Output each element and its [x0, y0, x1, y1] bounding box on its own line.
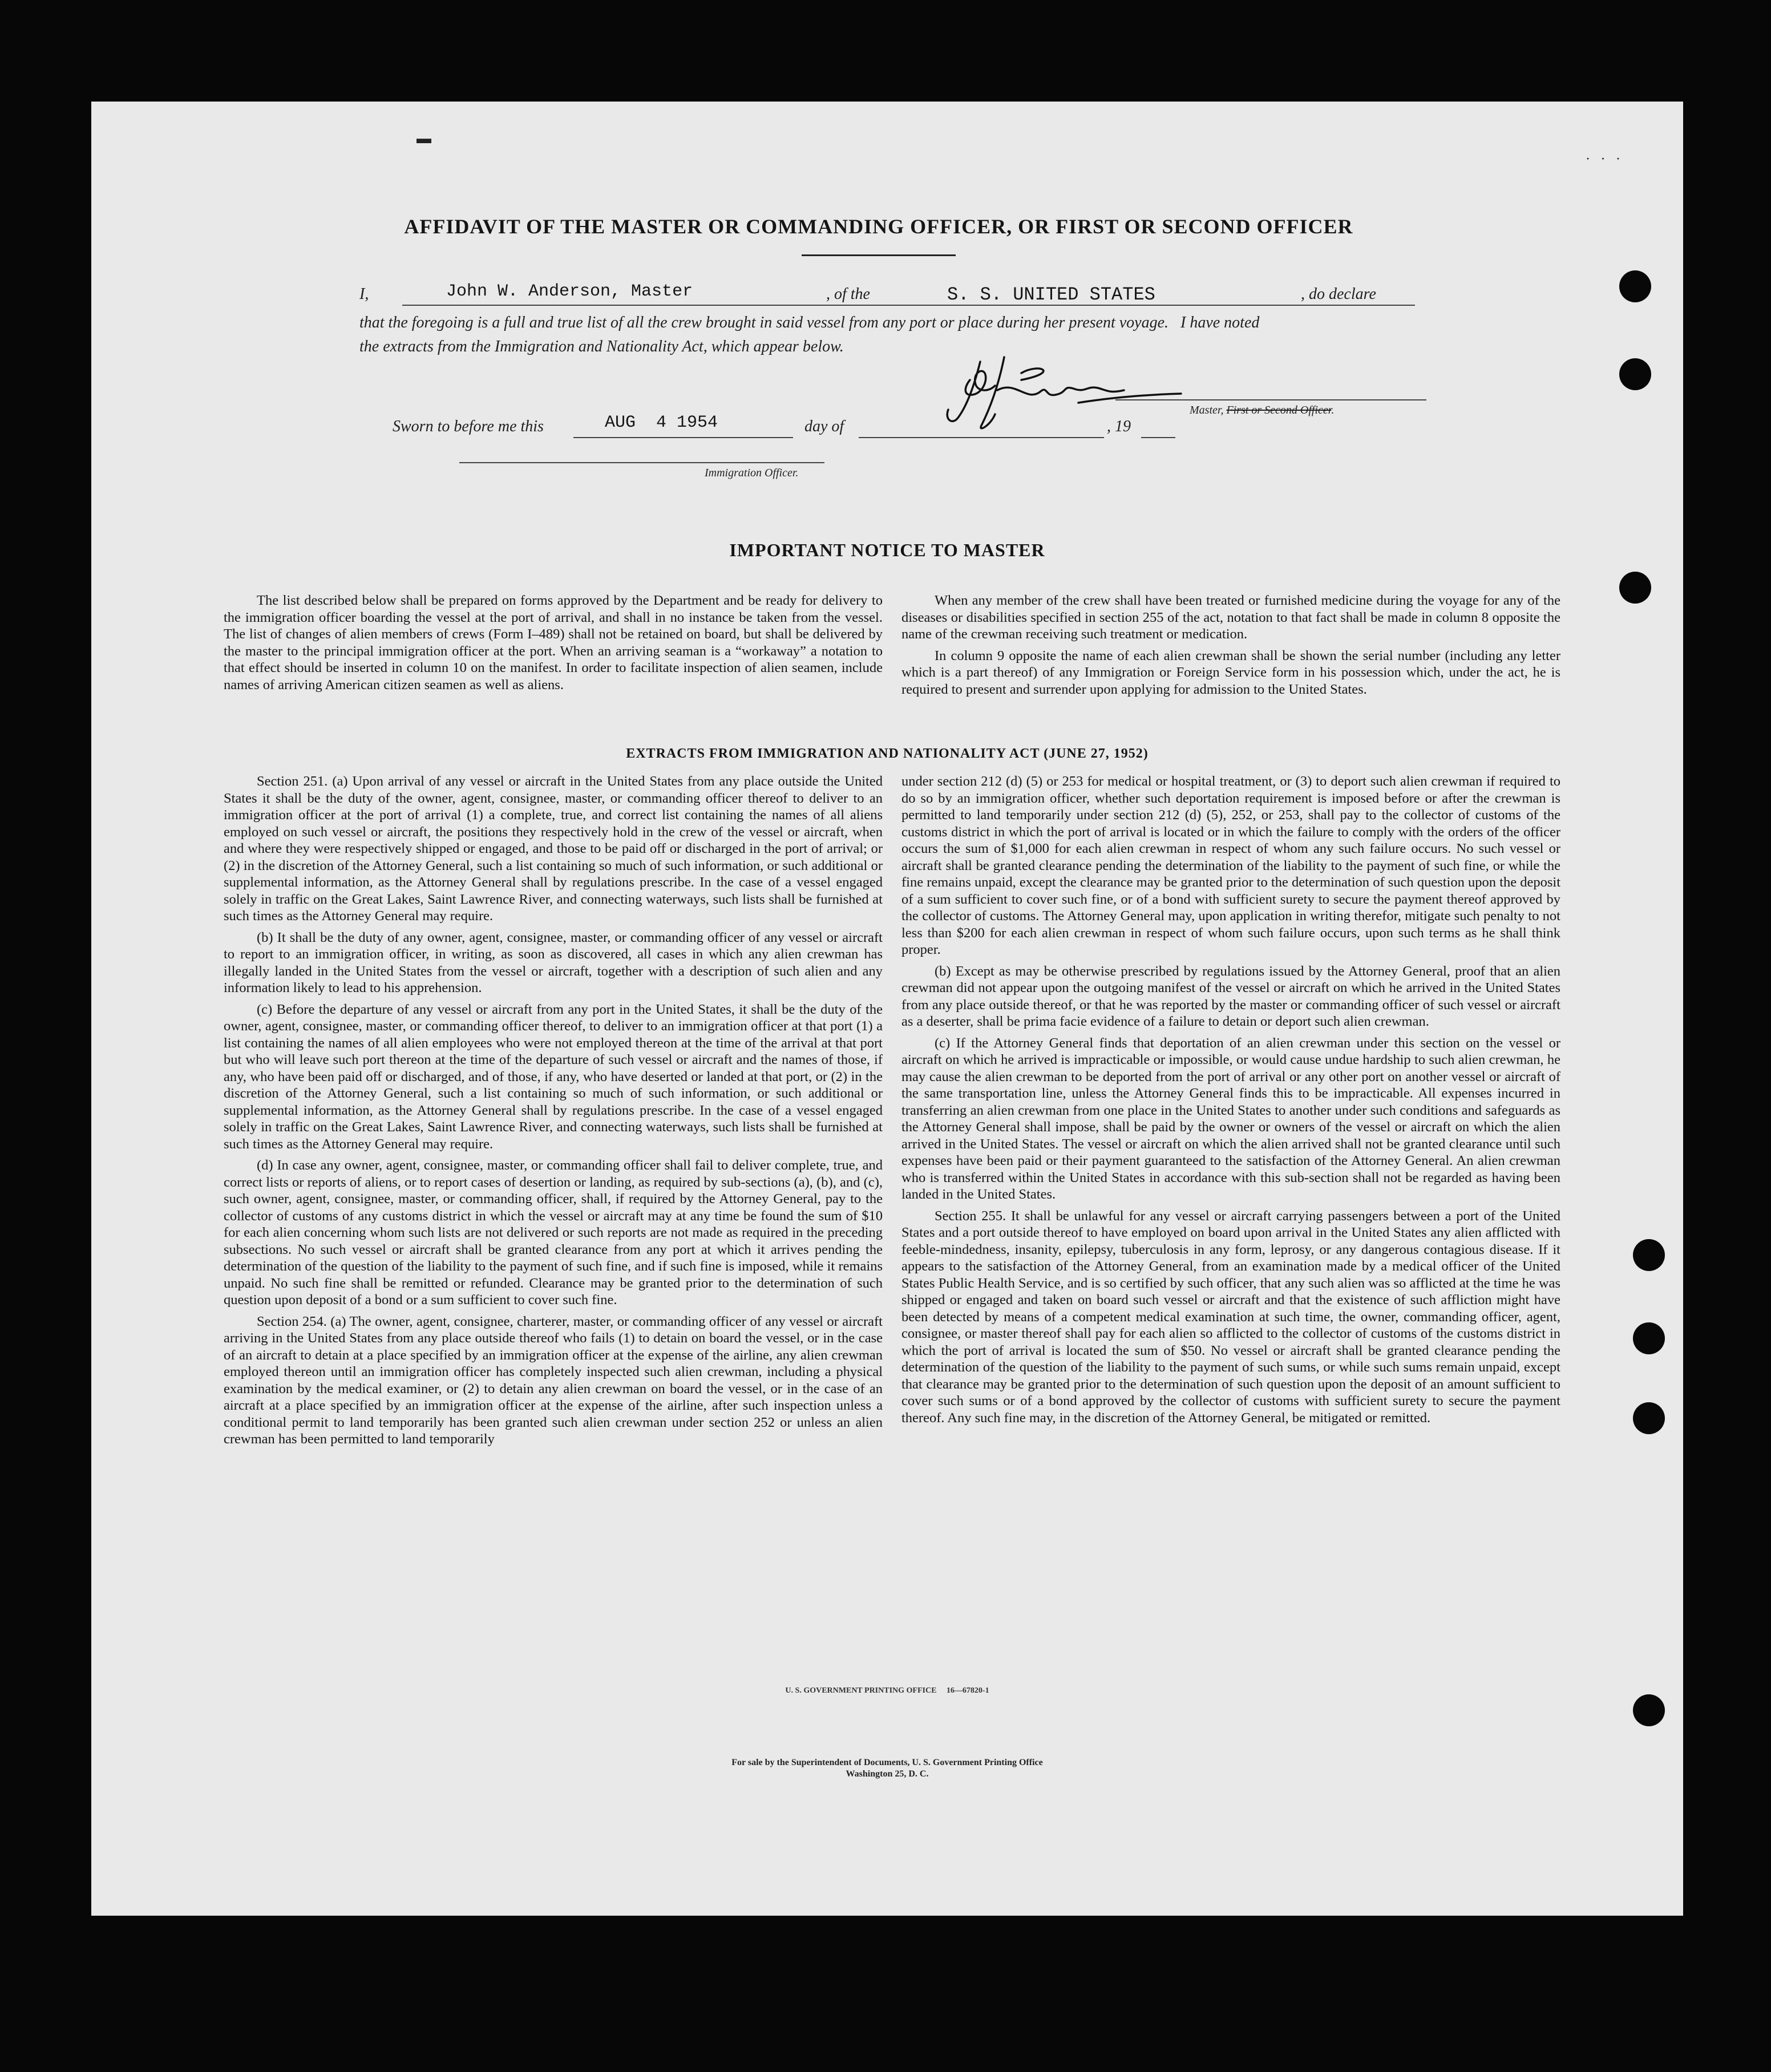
act-section-paragraph: Section 254. (a) The owner, agent, consignee, charterer, master, or commanding officer of any vessel or aircraft arriving in the United States from any place outside thereof who fails (1) to detain on board the vessel, or in the case of an aircraft to detain at a place specified by an immigration officer at the expense of the airline, any alien crewman employed thereon until an immigration officer has completely inspected such alien crewman, including a physical examination by the medical examiner, or (2) to detain any alien crewman on board the vessel, or in the case of an aircraft at a place specified by an immigration officer at the expense of the airline, after such inspection unless a conditional permit to land temporarily has been granted such alien crewman under section 252 or unless an alien crewman has been permitted to land temporarily	[224, 1313, 883, 1447]
printing-office-line: U. S. GOVERNMENT PRINTING OFFICE 16—67820-1	[785, 1686, 989, 1695]
sworn-label: Sworn to before me this	[393, 418, 544, 435]
notice-paragraph: When any member of the crew shall have been treated or furnished medicine during the voyage for any of the diseases or disabilities specified in section 255 of the act, notation to that fact shall be made in column 8 opposite the name of the crewman receiving such treatment or medication.	[901, 593, 1560, 642]
act-section-paragraph: Section 255. It shall be unlawful for any vessel or aircraft carrying passengers between a port of the United States and a port outside thereof to have employed on board upon arrival in the United States any alien afflicted with feeble-mindedness, insanity, epilepsy, tuberculosis in any form, leprosy, or any dangerous contagious disease. If it appears to the satisfaction of the Attorney General, from an examination made by a medical officer of the United States Public Health Service, and is so certified by such officer, that any such alien was so afflicted at the time he was shipped or engaged and taken on board such vessel or aircraft and that the existence of such affliction might have been detected by means of a competent medical examination at such time, the owner, commanding officer, agent, consignee, or master thereof shall pay for each alien so afflicted to the collector of customs of the customs district in which the port of arrival is located the sum of $50. No vessel or aircraft shall be granted clearance pending the determination of the question of the liability to the payment of such sums, or while such sums remain unpaid, except that clearance may be granted prior to the determination of such question upon the deposit of an amount sufficient to cover such sums or of a bond approved by the collector of customs with sufficient surety to secure the payment thereof. Any such fine may, in the discretion of the Attorney General, be mitigated or remitted.	[901, 1208, 1560, 1426]
vessel-name: S. S. UNITED STATES	[947, 284, 1155, 305]
year-label: , 19	[1107, 418, 1131, 435]
corner-dots: · · ·	[1586, 153, 1625, 164]
punch-hole	[1619, 572, 1651, 604]
notice-left-column	[224, 592, 883, 698]
punch-hole	[1633, 1694, 1665, 1726]
master-signature	[936, 340, 1232, 443]
extracts-right-column	[901, 773, 1560, 1431]
punch-hole	[1633, 1322, 1665, 1354]
name-underline	[402, 305, 916, 306]
officer-underline	[459, 462, 824, 463]
extracts-left-column	[224, 773, 883, 1452]
act-section-paragraph: (d) In case any owner, agent, consignee, master, or commanding officer shall fail to deliver complete, true, and correct lists or reports of aliens, or to report cases of desertion or landing, as required by sub-sections (a), (b), and (c), such owner, agent, consignee, master, or commanding officer, shall, if required by the Attorney General, pay to the collector of customs of any customs district in which the vessel or aircraft may at any time be found the sum of $10 for each alien concerning whom such lists are not delivered or such reports are not made as required in the preceding subsections. No such vessel or aircraft shall be granted clearance from any port at which it arrives pending the determination of the question of the liability to the payment of such fine, and if such fine is imposed, while it remains unpaid. No such fine shall be remitted or refunded. Clearance may be granted prior to the determination of such question upon deposit of a bond or a sum sufficient to cover such fine.	[224, 1158, 883, 1308]
master-title-label: Master, First or Second Officer.	[1190, 404, 1335, 416]
sworn-date-underline	[573, 437, 793, 438]
act-section-paragraph: (c) If the Attorney General finds that deportation of an alien crewman under this section on the vessel or aircraft on which he arrived is impracticable or impossible, or would cause undue hardship to such alien crewman, he may cause the alien crewman to be deported from the port of arrival or any other port on another vessel or aircraft of the same transportation line, unless the Attorney General finds this to be impracticable. All expenses incurred in transferring an alien crewman from one place in the United States to another under such conditions and safeguards as the Attorney General shall impose, shall be paid by the owner or owners of the vessel or aircraft on which the alien arrived in the United States. The vessel or aircraft on which the alien arrived shall not be granted clearance until such expenses have been paid or their payment guaranteed to the satisfaction of the Attorney General. An alien crewman who is transferred within the United States in accordance with this sub-section shall not be regarded as having been landed in the United States.	[901, 1035, 1560, 1202]
declaration-line-2: the extracts from the Immigration and Nationality Act, which appear below.	[359, 338, 844, 355]
signature-underline	[1115, 399, 1426, 400]
title-rule	[802, 254, 956, 256]
sale-line-1: For sale by the Superintendent of Documents, U. S. Government Printing Office	[731, 1758, 1043, 1767]
notice-title: IMPORTANT NOTICE TO MASTER	[729, 540, 1045, 560]
punch-hole	[1633, 1239, 1665, 1271]
sale-line-2: Washington 25, D. C.	[846, 1769, 929, 1779]
punch-hole	[1619, 270, 1651, 302]
extracts-title: EXTRACTS FROM IMMIGRATION AND NATIONALITY ACT (JUNE 27, 1952)	[626, 746, 1149, 761]
document-page	[91, 102, 1683, 1916]
notice-right-column	[901, 592, 1560, 702]
day-of-label: day of	[804, 418, 844, 435]
act-section-paragraph: (c) Before the departure of any vessel or aircraft from any port in the United States, it shall be the duty of the owner, agent, consignee, master, or commanding officer thereof, to deliver to an immigration officer at that port (1) a list containing the names of all alien employees who were not employed thereon at the time of the arrival at that port but who will leave such port thereon at the time of the departure of such vessel or aircraft and the names of those, if any, who have been paid off or discharged, and of those, if any, who have deserted or landed at that port, or (2) in the discretion of the Attorney General, such a list containing so much of such information, or such additional or supplemental information, as the Attorney General shall by regulations prescribe. In the case of a vessel engaged solely in traffic on the Great Lakes, Saint Lawrence River, and connecting waterways, such lists shall be furnished at such times as the Attorney General may require.	[224, 1001, 883, 1152]
act-section-paragraph: (b) It shall be the duty of any owner, agent, consignee, master, or commanding officer of any vessel or aircraft to report to an immigration officer, in writing, as soon as discovered, all cases in which any alien crewman has illegally landed in the United States from the vessel or aircraft, together with a description of such alien and any information likely to lead to his apprehension.	[224, 929, 883, 995]
immigration-officer-label: Immigration Officer.	[705, 467, 799, 479]
struck-officer-label: First or Second Officer	[1226, 404, 1332, 416]
punch-hole	[1633, 1402, 1665, 1434]
act-section-paragraph: (b) Except as may be otherwise prescribed by regulations issued by the Attorney General, proof that an alien crewman did not appear upon the outgoing manifest of the vessel or aircraft on which he arrived in the United States from any place outside thereof, or that he was reported by the master or commanding officer of such vessel or aircraft as a deserter, shall be prima facie evidence of a failure to detain or deport such alien crewman.	[901, 963, 1560, 1029]
notice-paragraph: In column 9 opposite the name of each alien crewman shall be shown the serial number (including any letter which is a part thereof) of any Immigration or Foreign Service form in his possession which, under the act, he is required to present and surrender upon applying for admission to the United States.	[901, 648, 1560, 697]
i-label: I,	[359, 285, 369, 303]
act-section-paragraph: Section 251. (a) Upon arrival of any vessel or aircraft in the United States from any place outside the United States it shall be the duty of the owner, agent, consignee, master, or commanding officer thereof to deliver to an immigration officer at the port of arrival (1) a complete, true, and correct list containing the names of all aliens employed on such vessel or aircraft, the positions they respectively hold in the crew of the vessel or aircraft, when and where they were respectively shipped or engaged, and those to be paid off or discharged in the port of arrival; or (2) in the discretion of the Attorney General, such a list containing so much of such information, or such additional or supplemental information, as the Attorney General shall by regulations prescribe. In the case of a vessel engaged solely in traffic on the Great Lakes, Saint Lawrence River, and connecting waterways, such lists shall be furnished at such times as the Attorney General may require.	[224, 774, 883, 924]
year-underline	[1141, 437, 1175, 438]
of-the-label: , of the	[826, 285, 870, 303]
corner-mark: ▬	[417, 130, 431, 147]
master-name: John W. Anderson, Master	[446, 282, 693, 301]
sworn-date: AUG 4 1954	[605, 413, 718, 432]
do-declare-label: , do declare	[1301, 285, 1376, 303]
notice-paragraph: The list described below shall be prepared on forms approved by the Department and be ready for delivery to the immigration officer boarding the vessel at the port of arrival, and shall in no instance be taken from the vessel. The list of changes of alien members of crews (Form I–489) shall not be retained on board, but shall be delivered by the master to the principal immigration officer at the port. When an arriving seaman is a “workaway” a notation to that effect should be inserted in column 10 on the manifest. In order to facilitate inspection of alien seamen, include names of arriving American citizen seamen as well as aliens.	[224, 593, 883, 693]
affidavit-title: AFFIDAVIT OF THE MASTER OR COMMANDING OFFICER, OR FIRST OR SECOND OFFICER	[404, 215, 1353, 238]
month-underline	[859, 437, 1104, 438]
act-section-paragraph: under section 212 (d) (5) or 253 for medical or hospital treatment, or (3) to deport such alien crewman if required to do so by an immigration officer, whether such deportation requirement is imposed before or after the crewman is permitted to land temporarily under section 212 (d) (5), 252, or 253, shall pay to the collector of customs of the customs district in which the port of arrival is located or in which the failure to comply with the orders of the officer occurs the sum of $1,000 for each alien crewman in respect of whom any such failure occurs. No such vessel or aircraft shall be granted clearance pending the determination of the liability to the payment of such fine, or while the fine remains unpaid, except the clearance may be granted prior to the determination of such question upon the deposit of a sum sufficient to cover such fine, or of a bond with sufficient surety to secure the payment thereof approved by the collector of customs. The Attorney General may, upon application in writing therefor, mitigate such penalty to not less than $200 for each alien crewman in respect of whom such failure occurs, upon such terms as he shall think proper.	[901, 774, 1560, 957]
punch-hole	[1619, 358, 1651, 390]
declaration-line-1: that the foregoing is a full and true list of all the crew brought in said vessel from any port or place during her present voyage. I have noted	[359, 314, 1260, 331]
